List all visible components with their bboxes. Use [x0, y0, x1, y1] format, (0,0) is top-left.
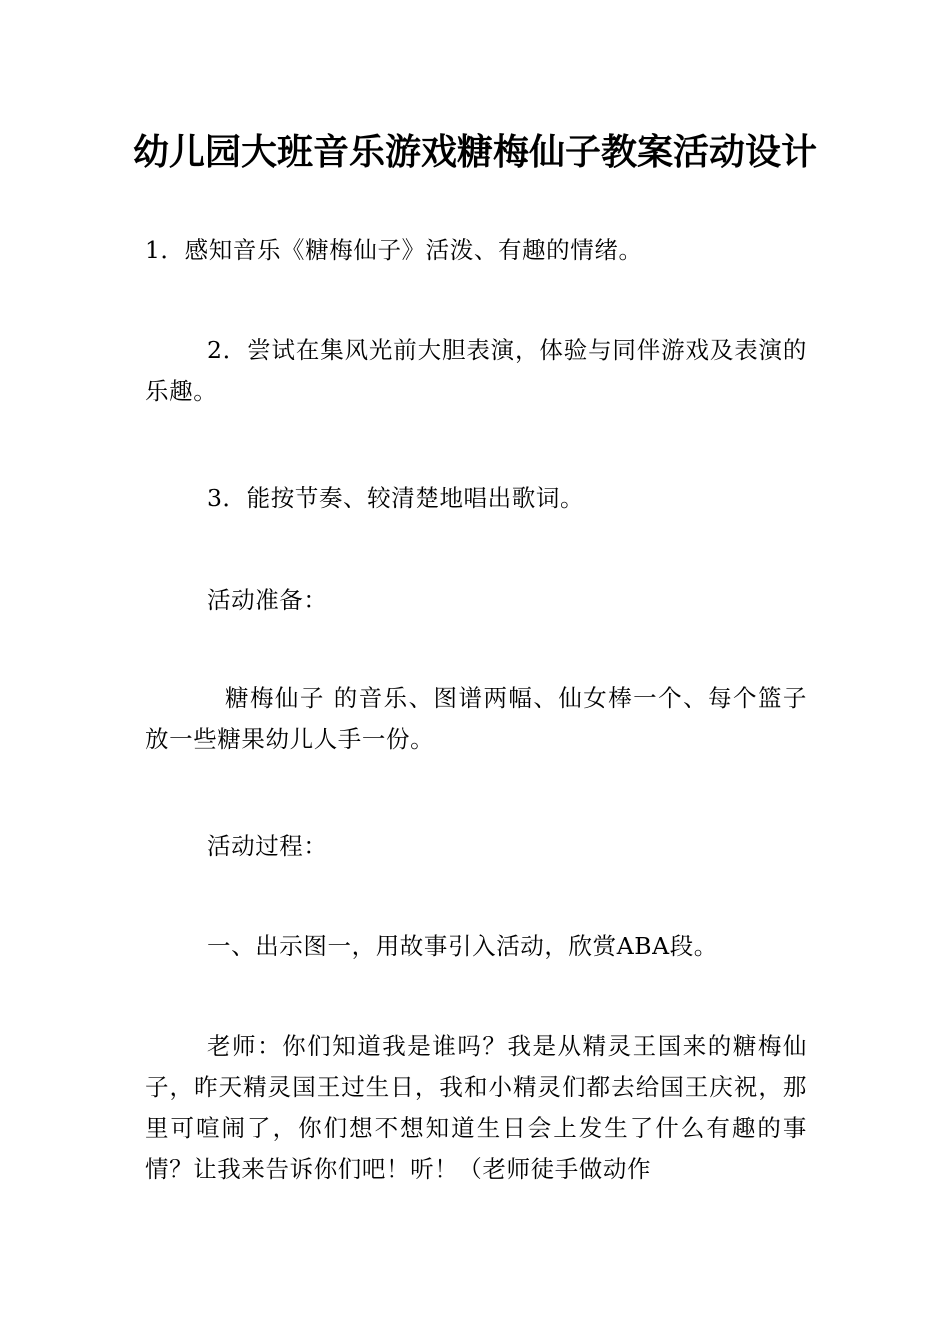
- paragraph-preparation-heading: 活动准备：: [207, 586, 328, 614]
- paragraph-objective-3: 3．能按节奏、较清楚地唱出歌词。: [207, 484, 585, 512]
- paragraph-teacher-story: 老师：你们知道我是谁吗？我是从精灵王国来的糖梅仙子，昨天精灵国王过生日，我和小精灵们都去给国王庆祝，那里可喧闹了，你们想不想知道生日会上发生了什么有趣的事情？让我来告诉你们吧！听！（老师徒手做动作: [145, 1032, 807, 1183]
- paragraph-process-heading: 活动过程：: [207, 832, 328, 860]
- paragraph-preparation-content: 糖梅仙子 的音乐、图谱两幅、仙女棒一个、每个篮子放一些糖果幼儿人手一份。: [145, 684, 807, 753]
- document-title: 幼儿园大班音乐游戏糖梅仙子教案活动设计: [132, 132, 817, 173]
- paragraph-objective-1: 1．感知音乐《糖梅仙子》活泼、有趣的情绪。: [145, 236, 643, 264]
- paragraph-step-1: 一、出示图一，用故事引入活动，欣赏ABA段。: [207, 932, 718, 960]
- paragraph-objective-2: 2．尝试在集风光前大胆表演，体验与同伴游戏及表演的乐趣。: [145, 336, 807, 405]
